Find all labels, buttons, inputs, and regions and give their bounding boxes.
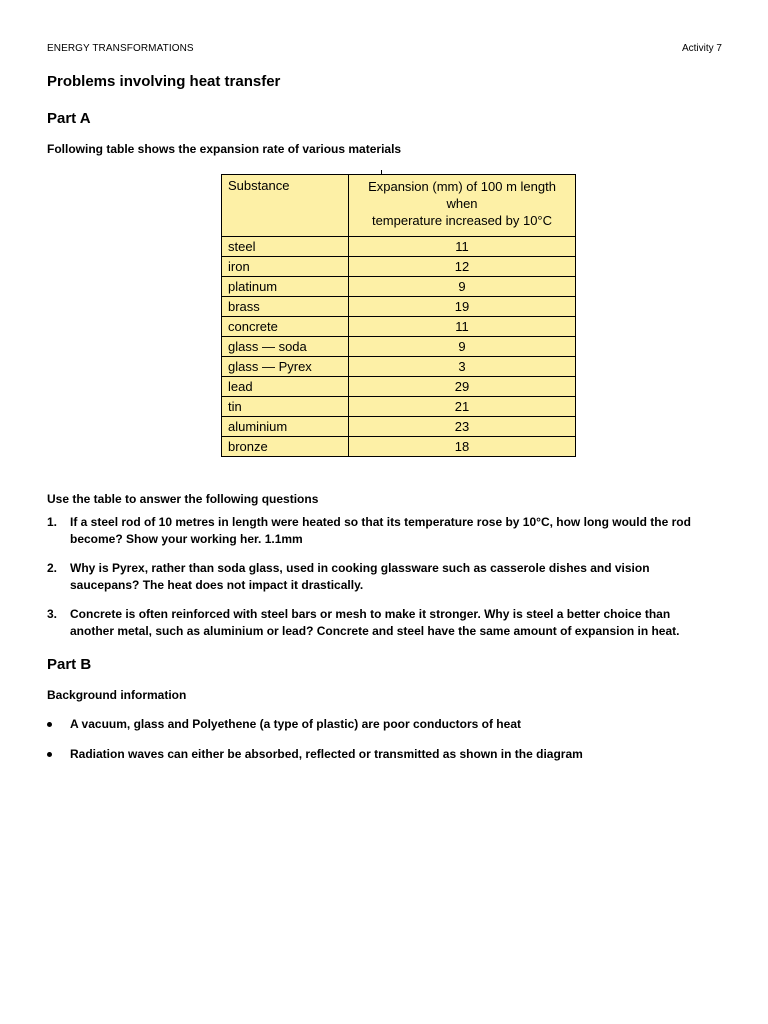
table-cell-expansion: 3 — [349, 357, 576, 377]
table-cell-expansion: 18 — [349, 437, 576, 457]
question-number: 2. — [47, 561, 58, 575]
table-cell-substance: brass — [222, 297, 349, 317]
table-cell-substance: platinum — [222, 277, 349, 297]
question-text: Concrete is often reinforced with steel bars or mesh to make it stronger. Why is steel a better choice than another metal, such as aluminium or lead? Concrete and steel have the same amount of expansion in heat. — [70, 607, 680, 638]
table-cell-expansion: 9 — [349, 337, 576, 357]
bullet-item — [47, 746, 717, 763]
bullet-item — [47, 716, 717, 733]
question-text: If a steel rod of 10 metres in length were heated so that its temperature rose by 10°C, how long would the rod become? Show your working her. 1.1mm — [70, 515, 691, 546]
table-row — [222, 337, 576, 357]
table-cell-substance: aluminium — [222, 417, 349, 437]
table-row — [222, 297, 576, 317]
header-course: ENERGY TRANSFORMATIONS — [47, 43, 194, 54]
table-row — [222, 277, 576, 297]
table-cell-expansion: 11 — [349, 317, 576, 337]
table-row — [222, 317, 576, 337]
table-header-row — [222, 175, 576, 237]
page-title: Problems involving heat transfer — [47, 73, 281, 90]
bullet-dot-icon — [47, 722, 52, 727]
question-item — [47, 606, 717, 640]
table-row — [222, 417, 576, 437]
table-cell-substance: concrete — [222, 317, 349, 337]
table-header-expansion — [349, 175, 576, 237]
table-intro: Following table shows the expansion rate of various materials — [47, 142, 402, 156]
table-cell-substance: tin — [222, 397, 349, 417]
table-row — [222, 437, 576, 457]
table-cell-expansion: 9 — [349, 277, 576, 297]
bullet-text: Radiation waves can either be absorbed, reflected or transmitted as shown in the diagram — [70, 747, 583, 761]
bullet-text: A vacuum, glass and Polyethene (a type of plastic) are poor conductors of heat — [70, 717, 521, 731]
table-cell-expansion: 11 — [349, 237, 576, 257]
table-row — [222, 377, 576, 397]
table-cell-substance: lead — [222, 377, 349, 397]
question-number: 3. — [47, 607, 58, 621]
table-cell-expansion: 23 — [349, 417, 576, 437]
table-header-expansion-line2: temperature increased by 10°C — [371, 213, 553, 228]
table-cell-substance: bronze — [222, 437, 349, 457]
table-header-expansion-line1: Expansion (mm) of 100 m length when — [368, 179, 556, 211]
table-row — [222, 257, 576, 277]
questions-instruction: Use the table to answer the following questions — [47, 492, 319, 506]
table-row — [222, 397, 576, 417]
table-cell-expansion: 29 — [349, 377, 576, 397]
table-cell-substance: steel — [222, 237, 349, 257]
question-list — [47, 514, 717, 652]
background-heading: Background information — [47, 688, 187, 702]
table-header-substance: Substance — [222, 175, 349, 237]
table-row — [222, 237, 576, 257]
part-b-heading: Part B — [47, 656, 92, 673]
table-cell-substance: glass — Pyrex — [222, 357, 349, 377]
background-bullet-list — [47, 716, 717, 776]
bullet-dot-icon — [47, 752, 52, 757]
expansion-table — [221, 174, 576, 457]
table-cell-substance: iron — [222, 257, 349, 277]
question-item — [47, 560, 717, 594]
table-cell-expansion: 21 — [349, 397, 576, 417]
part-a-heading: Part A — [47, 110, 91, 127]
table-cell-expansion: 19 — [349, 297, 576, 317]
question-text: Why is Pyrex, rather than soda glass, used in cooking glassware such as casserole dishes and vision saucepans? The heat does not impact it drastically. — [70, 561, 650, 592]
table-cell-substance: glass — soda — [222, 337, 349, 357]
table-cell-expansion: 12 — [349, 257, 576, 277]
question-item — [47, 514, 717, 548]
table-row — [222, 357, 576, 377]
question-number: 1. — [47, 515, 58, 529]
header-activity: Activity 7 — [681, 43, 722, 54]
